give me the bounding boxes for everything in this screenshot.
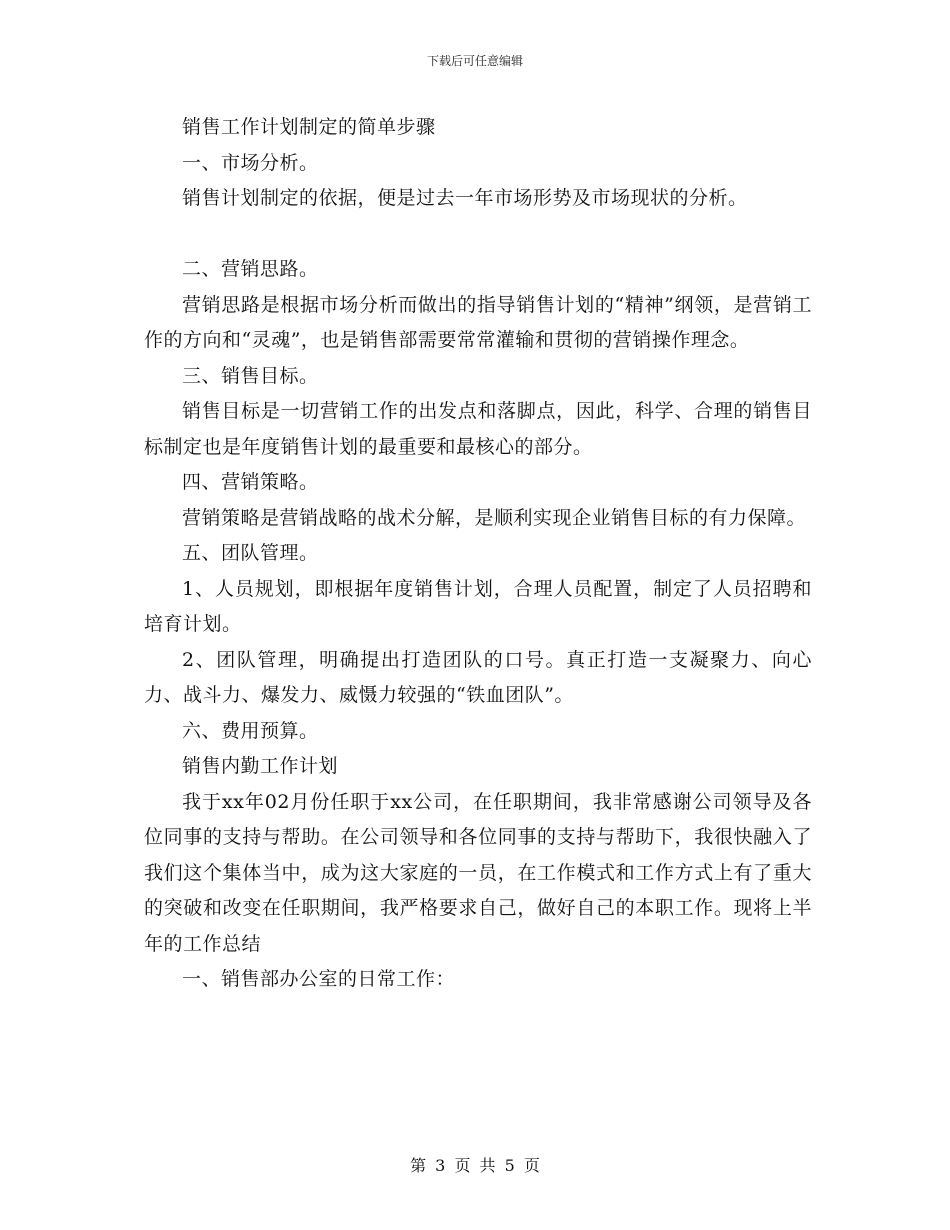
section-heading: 六、费用预算。 xyxy=(182,719,319,742)
paragraph: 销售目标是一切营销工作的出发点和落脚点，因此，科学、合理的销售目标制定也是年度销售计划的最重要和最核心的部分。 xyxy=(144,400,812,458)
paragraph: 销售计划制定的依据，便是过去一年市场形势及市场现状的分析。 xyxy=(182,187,748,209)
paragraph: 营销思路是根据市场分析而做出的指导销售计划的“精神”纲领，是营销工作的方向和“灵魂”，也是销售部需要常常灌输和贯彻的营销操作理念。 xyxy=(144,293,812,351)
paragraph: 1、人员规划，即根据年度销售计划，合理人员配置，制定了人员招聘和培育计划。 xyxy=(144,577,812,635)
blank-line xyxy=(144,217,812,253)
section-heading: 二、营销思路。 xyxy=(182,258,319,280)
doc-title: 销售工作计划制定的简单步骤 xyxy=(182,116,436,138)
section-heading: 五、团队管理。 xyxy=(182,542,319,564)
paragraph: 营销策略是营销战略的战术分解，是顺利实现企业销售目标的有力保障。 xyxy=(182,506,807,529)
paragraph: 我于xx年02月份任职于xx公司，在任职期间，我非常感谢公司领导及各位同事的支持与帮助。在公司领导和各位同事的支持与帮助下，我很快融入了我们这个集体当中，成为这大家庭的一员，在工作模式和工作方式上有了重大的突破和改变在任职期间，我严格要求自己，做好自己的本职工作。现将上半年的工作总结 xyxy=(144,790,812,955)
section-heading: 一、市场分析。 xyxy=(182,151,319,174)
section-heading: 一、销售部办公室的日常工作： xyxy=(182,968,456,990)
document-body xyxy=(144,110,812,998)
page-header: 下载后可任意编辑 xyxy=(426,54,523,68)
section-heading: 四、营销策略。 xyxy=(182,471,319,493)
paragraph: 2、团队管理，明确提出打造团队的口号。真正打造一支凝聚力、向心力、战斗力、爆发力、威慑力较强的“铁血团队”。 xyxy=(144,648,812,706)
section-heading: 三、销售目标。 xyxy=(182,364,319,387)
page-footer: 第 3 页 共 5 页 xyxy=(410,1156,540,1175)
sub-title: 销售内勤工作计划 xyxy=(182,755,339,777)
